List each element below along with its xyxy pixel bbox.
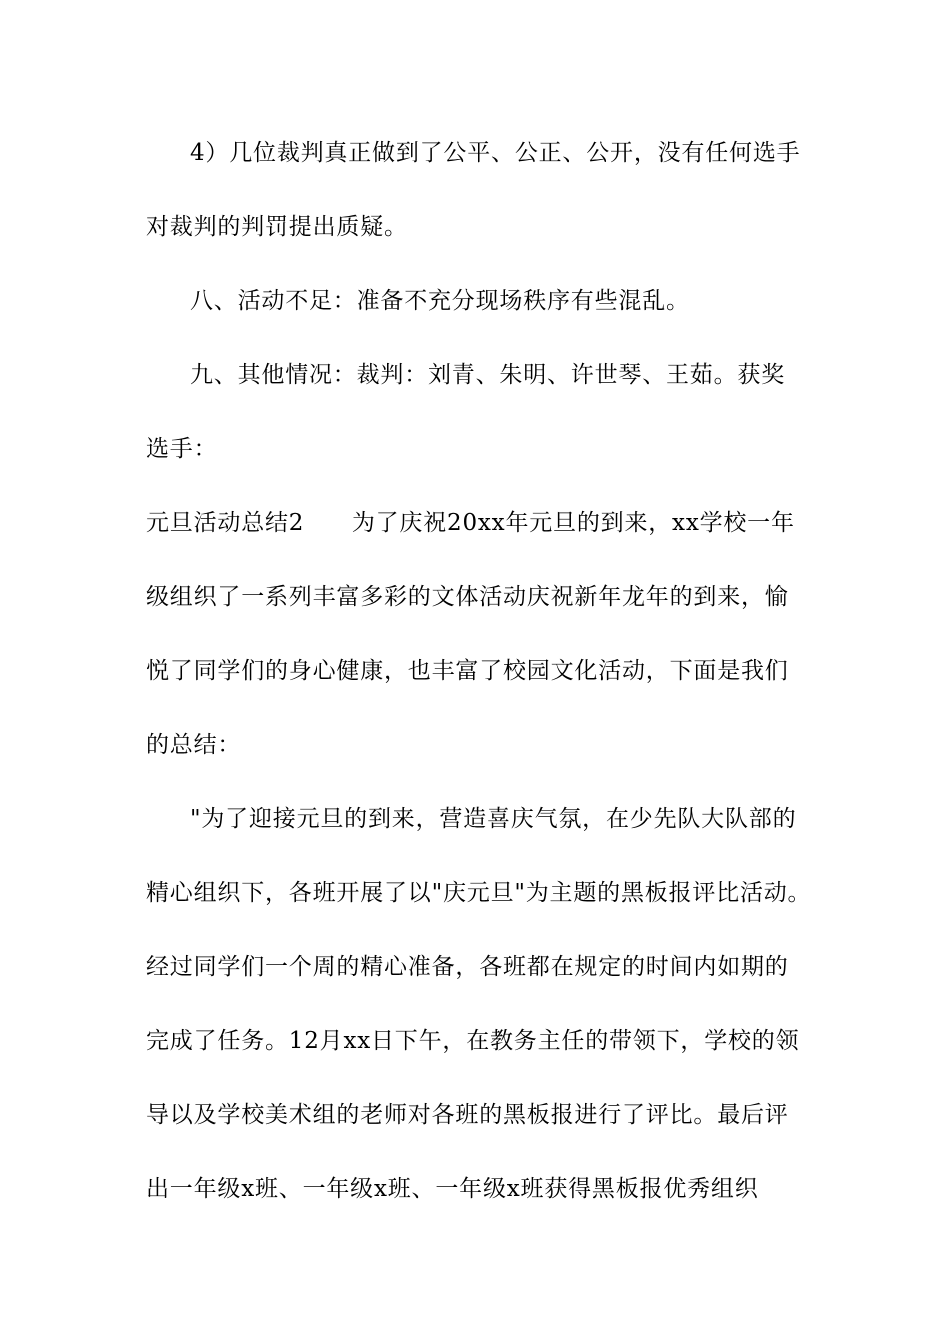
paragraph-line-3: 八、活动不足：准备不充分现场秩序有些混乱。: [190, 288, 690, 314]
paragraph-line-15: 出一年级x班、一年级x班、一年级x班获得黑板报优秀组织: [146, 1176, 759, 1202]
paragraph-line-8: 悦了同学们的身心健康，也丰富了校园文化活动，下面是我们: [146, 658, 789, 684]
paragraph-line-2: 对裁判的判罚提出质疑。: [146, 214, 408, 240]
paragraph-line-9: 的总结：: [146, 732, 242, 758]
paragraph-line-4: 九、其他情况：裁判：刘青、朱明、许世琴、王茹。获奖: [190, 362, 785, 388]
paragraph-line-12: 经过同学们一个周的精心准备，各班都在规定的时间内如期的: [146, 954, 789, 980]
paragraph-line-5: 选手：: [146, 436, 218, 462]
paragraph-line-11: 精心组织下，各班开展了以"庆元旦"为主题的黑板报评比活动。: [146, 880, 812, 906]
paragraph-line-7: 级组织了一系列丰富多彩的文体活动庆祝新年龙年的到来，愉: [146, 584, 789, 610]
paragraph-line-10: "为了迎接元旦的到来，营造喜庆气氛，在少先队大队部的: [190, 806, 797, 832]
paragraph-line-14: 导以及学校美术组的老师对各班的黑板报进行了评比。最后评: [146, 1102, 789, 1128]
section-title-line: 元旦活动总结2 为了庆祝20xx年元旦的到来，xx学校一年: [146, 510, 795, 536]
paragraph-line-1: 4）几位裁判真正做到了公平、公正、公开，没有任何选手: [190, 140, 801, 166]
paragraph-line-13: 完成了任务。12月xx日下午，在教务主任的带领下，学校的领: [146, 1028, 800, 1054]
